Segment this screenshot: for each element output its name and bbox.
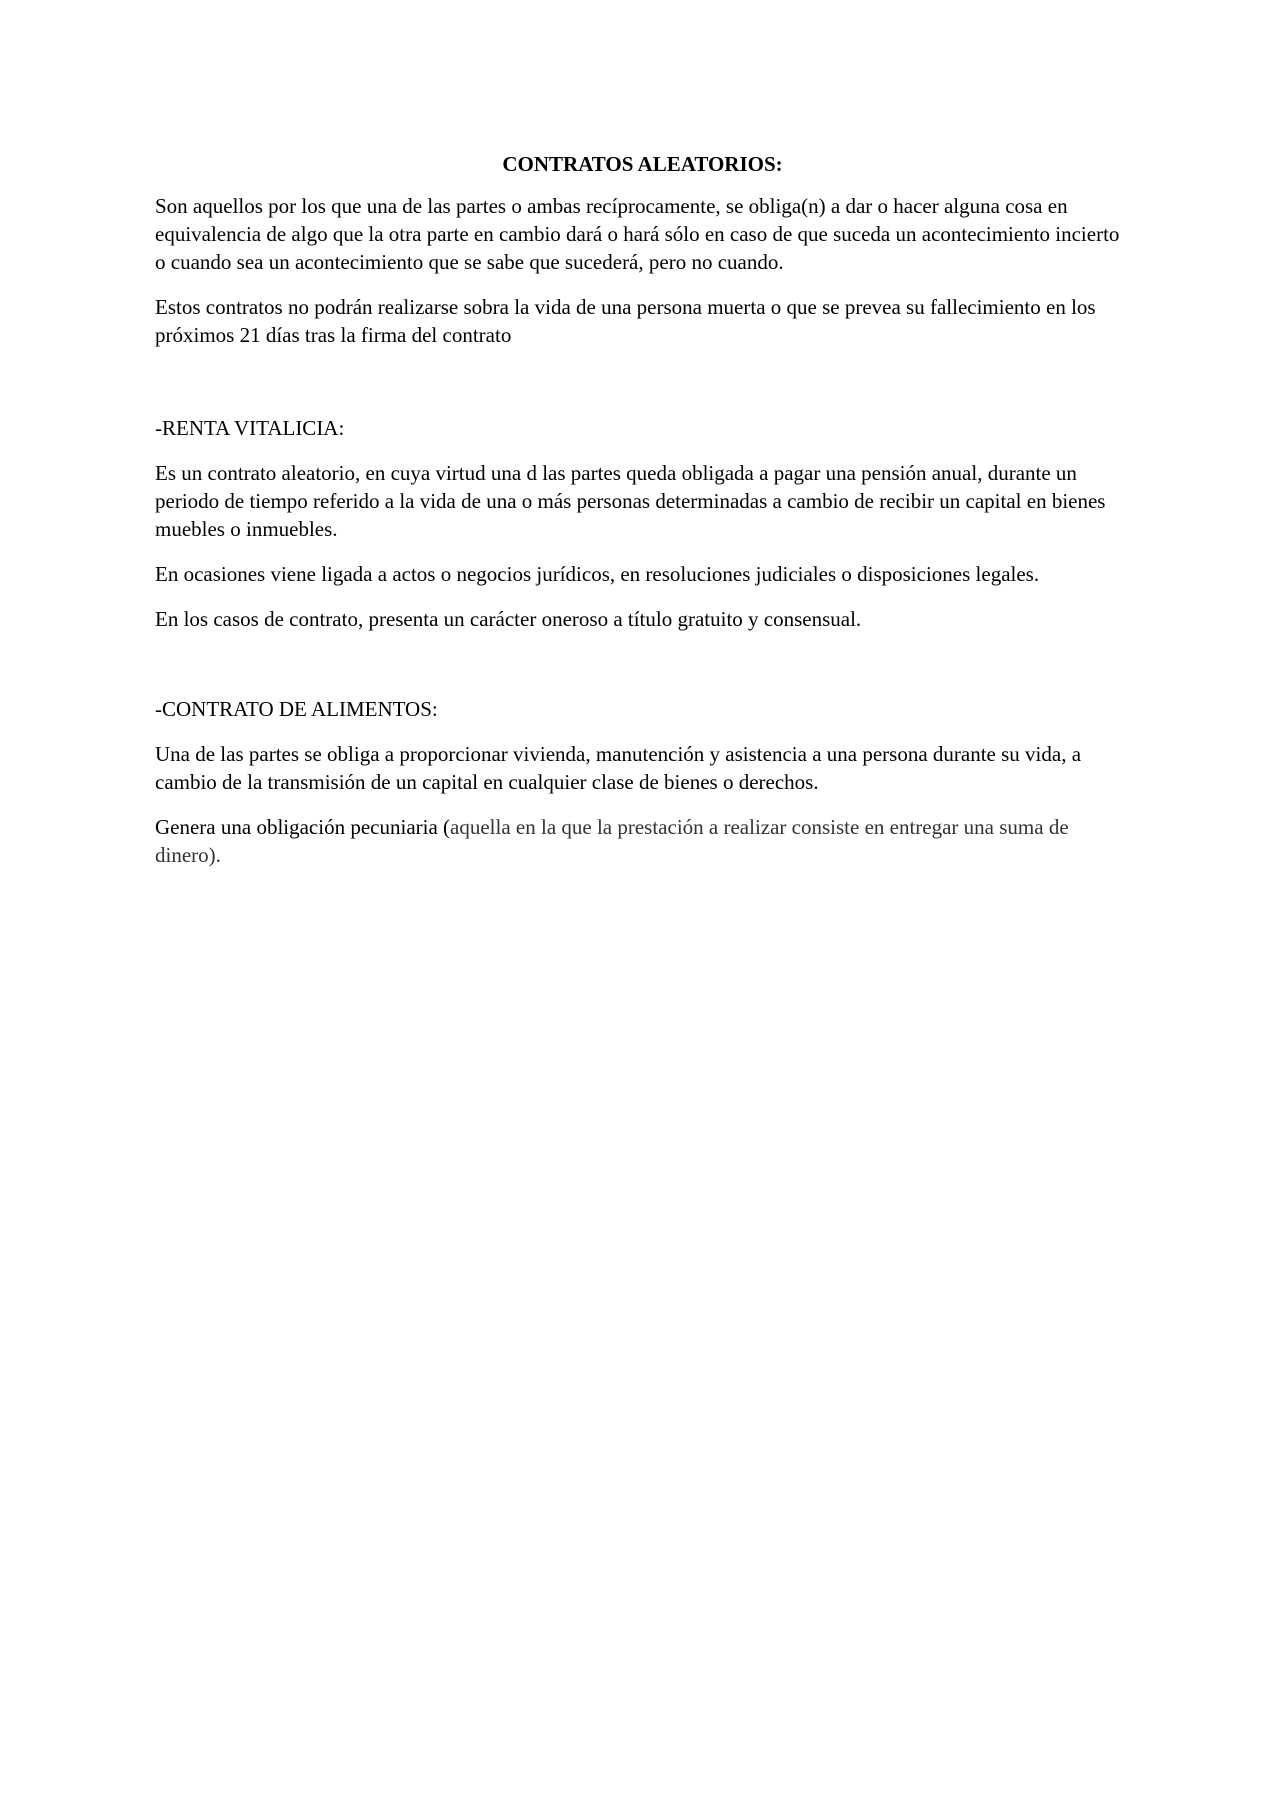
- renta-paragraph-1: Es un contrato aleatorio, en cuya virtud una d las partes queda obligada a pagar una pensión anual, durante un periodo de tiempo referido a la vida de una o más personas determinadas a cambio de recibir un capital en bienes muebles o inmuebles.: [155, 461, 1106, 541]
- section-spacer: [155, 650, 1130, 695]
- document-body: [155, 150, 1130, 886]
- renta-vitalicia-heading: -RENTA VITALICIA:: [155, 416, 345, 440]
- renta-paragraph-3: En los casos de contrato, presenta un carácter oneroso a título gratuito y consensual.: [155, 607, 862, 631]
- alimentos-paragraph-2-start: Genera una obligación pecuniaria (: [155, 815, 451, 839]
- intro-paragraph-2: Estos contratos no podrán realizarse sobra la vida de una persona muerta o que se prevea su fallecimiento en los próximos 21 días tras la firma del contrato: [155, 295, 1096, 347]
- alimentos-paragraph-1: Una de las partes se obliga a proporcionar vivienda, manutención y asistencia a una persona durante su vida, a cambio de la transmisión de un capital en cualquier clase de bienes o derechos.: [155, 742, 1082, 794]
- contrato-alimentos-heading: -CONTRATO DE ALIMENTOS:: [155, 697, 438, 721]
- document-title: CONTRATOS ALEATORIOS:: [502, 152, 783, 176]
- renta-paragraph-2: En ocasiones viene ligada a actos o negocios jurídicos, en resoluciones judiciales o disposiciones legales.: [155, 562, 1040, 586]
- alimentos-paragraph-2: [155, 813, 1130, 869]
- section-spacer: [155, 366, 1130, 414]
- intro-paragraph-1: Son aquellos por los que una de las partes o ambas recíprocamente, se obliga(n) a dar o hacer alguna cosa en equivalencia de algo que la otra parte en cambio dará o hará sólo en caso de que suceda un acontecimiento incierto o cuando sea un acontecimiento que se sabe que sucederá, pero no cuando.: [155, 194, 1120, 274]
- alimentos-paragraph-2-definition: aquella en la que la prestación a realizar consiste en entregar una suma de dinero).: [155, 815, 1069, 867]
